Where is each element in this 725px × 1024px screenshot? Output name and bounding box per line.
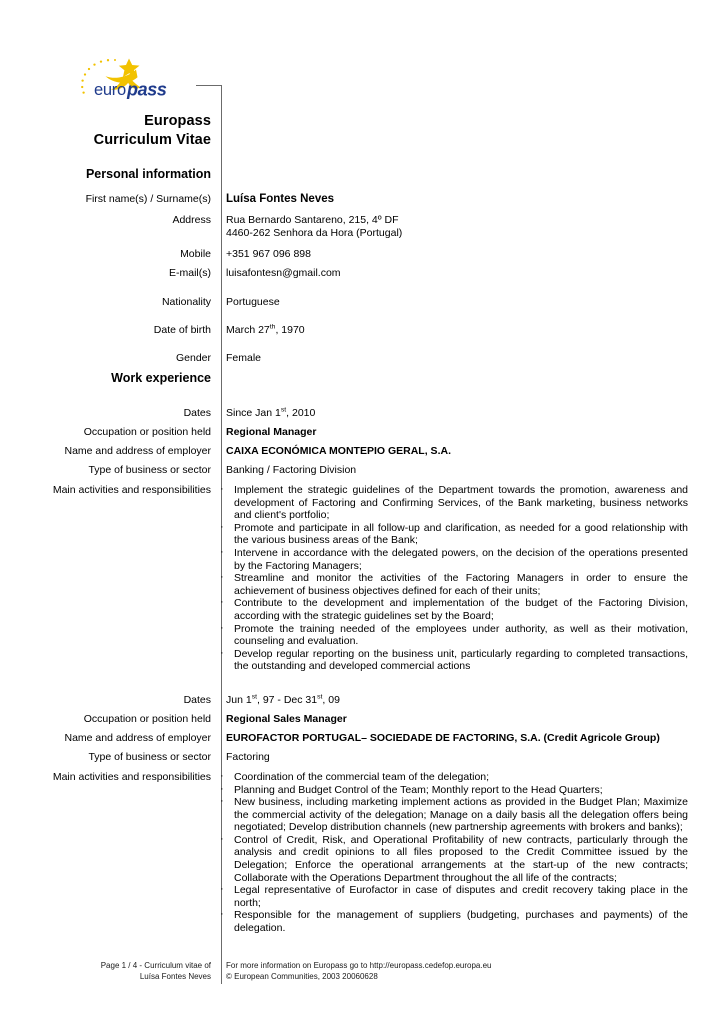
- footer-copyright: © European Communities, 2003 20060628: [226, 971, 378, 981]
- row-job2-occupation: [0, 713, 725, 726]
- label-mobile: Mobile: [180, 248, 211, 260]
- value-job2-occupation: Regional Sales Manager: [226, 712, 347, 725]
- svg-text:pass: pass: [127, 79, 167, 99]
- list-item: · Promote and participate in all follow-up and clarification, as needed for a good relationship with the various business areas of the Bank;: [220, 522, 688, 547]
- list-item: · Implement the strategic guidelines of the Department towards the promotion, awareness and development of Factoring and Confirming Services, of the Bank marketing, business networks and client's portfolio;: [220, 484, 688, 522]
- value-job2-sector: Factoring: [226, 750, 270, 763]
- job2-dates-pre: Jun 1: [226, 693, 252, 706]
- list-item: · Responsible for the management of suppliers (budgeting, purchases and payments) of the delegation.: [220, 909, 688, 934]
- list-item: · Intervene in accordance with the delegated powers, on the decision of the operations presented by the Factoring Managers;: [220, 547, 688, 572]
- job1-activities-list: [220, 484, 688, 673]
- job1-dates-pre: Since Jan 1: [226, 407, 281, 419]
- label-job2-employer: Name and address of employer: [64, 731, 211, 744]
- section-work-experience: [0, 370, 725, 935]
- address-line2: 4460-262 Senhora da Hora (Portugal): [226, 227, 403, 239]
- job-entry: [0, 694, 725, 935]
- row-job1-occupation: [0, 426, 725, 439]
- list-item: · Develop regular reporting on the business unit, particularly regarding to completed transactions, the outstanding and developed commercial actions: [220, 648, 688, 673]
- row-address: [0, 214, 725, 240]
- label-name: First name(s) / Surname(s): [85, 193, 211, 205]
- list-item: · Promote the training needed of the employees under authority, as well as their motivation, counseling and evaluation.: [220, 623, 688, 648]
- row-date-of-birth: [0, 324, 725, 337]
- page-title: [0, 112, 217, 150]
- job2-activities-list: [220, 771, 688, 935]
- job2-dates-sup2: st: [317, 693, 323, 701]
- value-job1-occupation: Regional Manager: [226, 426, 317, 438]
- row-email: [0, 267, 725, 280]
- label-job1-employer: Name and address of employer: [64, 445, 211, 457]
- list-item: · Planning and Budget Control of the Team; Monthly report to the Head Quarters;: [220, 784, 688, 797]
- address-line1: Rua Bernardo Santareno, 215, 4º DF: [226, 214, 399, 226]
- value-gender: Female: [226, 352, 262, 364]
- list-item: · Streamline and monitor the activities of the Factoring Managers in order to ensure the achievement of business objectives defined for each of their units;: [220, 572, 688, 597]
- footer-page-number: Page 1 / 4 - Curriculum vitae of: [100, 961, 211, 970]
- value-job1-sector: Banking / Factoring Division: [226, 464, 357, 476]
- work-experience-heading: Work experience: [111, 371, 211, 385]
- dob-post: , 1970: [275, 324, 305, 336]
- job1-dates-post: , 2010: [286, 407, 316, 419]
- row-job1-dates: [0, 407, 725, 420]
- dob-suffix: th: [269, 323, 276, 331]
- footer-owner-name: Luísa Fontes Neves: [139, 971, 211, 981]
- document-title-line2: Curriculum Vitae: [93, 132, 211, 148]
- job2-dates-mid: , 97 - Dec 31: [256, 693, 318, 706]
- row-mobile: [0, 248, 725, 261]
- europass-logo-icon: [74, 57, 182, 99]
- row-job2-employer: [0, 732, 725, 745]
- value-date-of-birth: [217, 324, 725, 337]
- row-job2-activities: [0, 771, 725, 935]
- svg-text:euro: euro: [94, 81, 126, 99]
- value-job2-employer: EUROFACTOR PORTUGAL– SOCIEDADE DE FACTORING, S.A. (Credit Agricole Group): [226, 731, 660, 744]
- value-email[interactable]: luisafontesn@gmail.com: [226, 267, 341, 279]
- work-experience-heading-row: [0, 370, 725, 386]
- list-item: · Contribute to the development and implementation of the budget of the Factoring Division, according with the strategic guidelines set by the Board;: [220, 597, 688, 622]
- row-job2-dates: [0, 694, 725, 707]
- value-job2-dates: [217, 694, 725, 707]
- job1-dates-sup: st: [280, 406, 287, 414]
- row-nationality: [0, 296, 725, 309]
- job2-dates-post: , 09: [322, 693, 340, 706]
- europass-logo: [74, 57, 182, 99]
- list-item: · Legal representative of Eurofactor in case of disputes and credit recovery taking place in the north;: [220, 884, 688, 909]
- value-job2-activities: [217, 771, 725, 935]
- dob-pre: March 27: [226, 324, 270, 336]
- label-job2-activities: Main activities and responsibilities: [52, 770, 211, 783]
- footer-europass-url[interactable]: For more information on Europass go to http://europass.cedefop.europa.eu: [226, 961, 492, 970]
- label-job2-dates: Dates: [183, 693, 211, 706]
- row-name: [0, 193, 725, 206]
- list-item: · Control of Credit, Risk, and Operational Profitability of new contracts, particularly through the analysis and credit opinions to all files proposed to the Credit Committee issued by the Delegation; Enforce the operational arrangements at the start-up of the new contracts; Collaborate with the Operations Department throughout the all life of the contracts;: [220, 834, 688, 884]
- label-job1-dates: Dates: [183, 407, 211, 419]
- value-address: [217, 214, 725, 240]
- list-item: · New business, including marketing implement actions as provided in the Budget Plan; Maximize the commercial activity of the delegation; Manage on a daily basis all the delegation offers being negotiated; Develop distribution channels (new partnership agreements with brokers and banks);: [220, 796, 688, 834]
- job-entry: [0, 407, 725, 673]
- value-nationality: Portuguese: [226, 296, 280, 308]
- label-job1-activities: Main activities and responsibilities: [52, 484, 211, 496]
- label-job1-occupation: Occupation or position held: [83, 426, 211, 438]
- label-date-of-birth: Date of birth: [153, 324, 211, 336]
- document-title-line1: Europass: [144, 113, 211, 129]
- section-heading-row: [0, 166, 725, 182]
- value-name: Luísa Fontes Neves: [226, 193, 335, 205]
- value-job1-activities: [217, 484, 725, 673]
- row-job1-activities: [0, 484, 725, 673]
- page-footer: [0, 961, 725, 982]
- footer-right: [217, 961, 725, 982]
- label-email: E-mail(s): [169, 267, 211, 279]
- label-nationality: Nationality: [161, 296, 211, 308]
- label-job2-occupation: Occupation or position held: [83, 712, 211, 725]
- row-job2-sector: [0, 751, 725, 764]
- label-job1-sector: Type of business or sector: [88, 464, 211, 476]
- job2-dates-sup1: st: [251, 693, 257, 701]
- row-gender: [0, 352, 725, 365]
- row-job1-sector: [0, 464, 725, 477]
- list-item: · Coordination of the commercial team of the delegation;: [220, 771, 688, 784]
- label-job2-sector: Type of business or sector: [88, 750, 211, 763]
- value-job1-dates: [217, 407, 725, 420]
- label-gender: Gender: [175, 352, 211, 364]
- value-job1-employer: CAIXA ECONÓMICA MONTEPIO GERAL, S.A.: [226, 445, 451, 457]
- personal-information-heading: Personal information: [85, 167, 211, 181]
- footer-left: [0, 961, 217, 982]
- row-job1-employer: [0, 445, 725, 458]
- section-personal-information: [0, 166, 725, 365]
- value-mobile: +351 967 096 898: [226, 248, 311, 260]
- header-rule: [196, 85, 222, 86]
- label-address: Address: [172, 214, 211, 226]
